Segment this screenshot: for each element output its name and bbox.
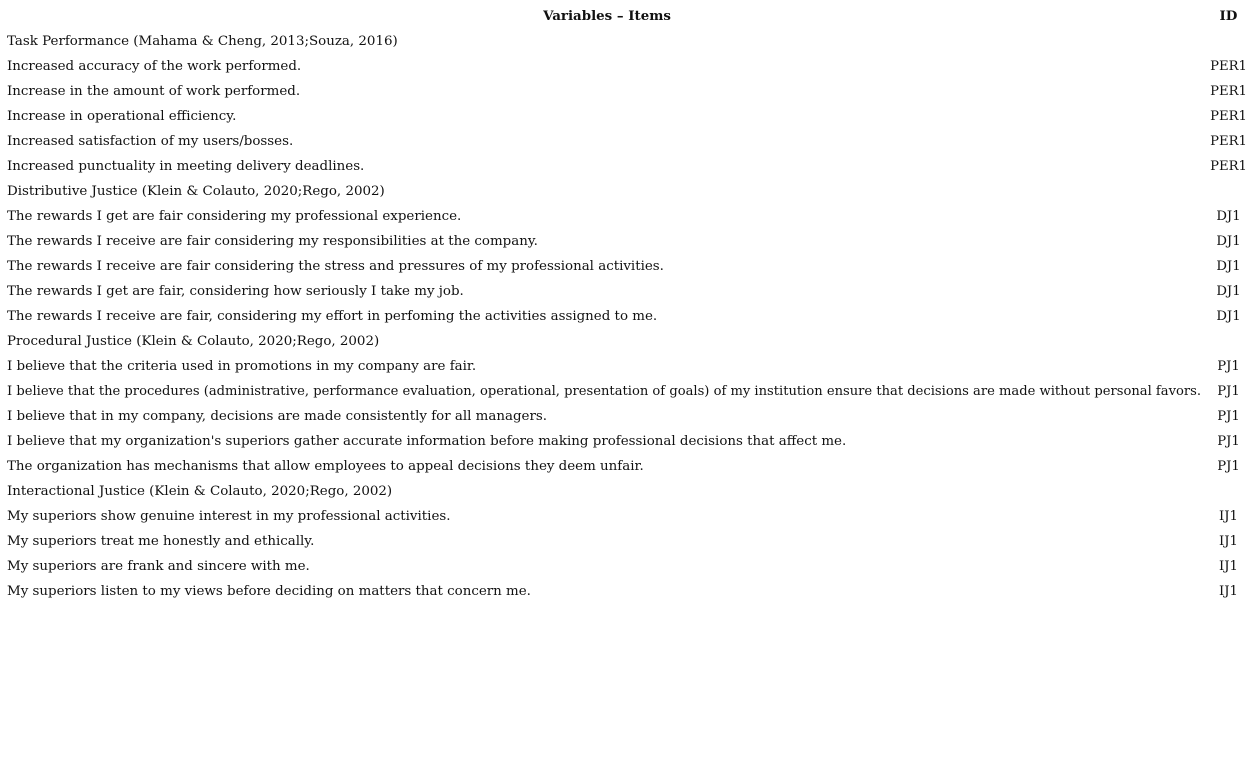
section-row-procedural-justice	[7, 329, 1250, 354]
table-row	[7, 379, 1250, 404]
item-text: I believe that my organization's superiors gather accurate information before making professional decisions that affect me.	[7, 434, 847, 449]
item-text: The rewards I receive are fair considering my responsibilities at the company.	[7, 234, 538, 249]
item-text: My superiors treat me honestly and ethically.	[7, 534, 315, 549]
row-id: DJ1	[1216, 284, 1241, 299]
item-text: Increased satisfaction of my users/bosses.	[7, 134, 294, 149]
row-id: IJ1	[1219, 534, 1238, 549]
item-text: The rewards I get are fair, considering how seriously I take my job.	[7, 284, 464, 299]
table-row	[7, 229, 1250, 254]
row-id: IJ1	[1219, 559, 1238, 574]
item-text: Increase in operational efficiency.	[7, 109, 237, 124]
table-row	[7, 254, 1250, 279]
table-row	[7, 504, 1250, 529]
row-id: IJ1	[1219, 509, 1238, 524]
row-id: PJ1	[1217, 359, 1240, 374]
id-header: ID	[1219, 8, 1238, 24]
row-id: PER1	[1210, 134, 1247, 149]
table-row	[7, 154, 1250, 179]
table-row	[7, 404, 1250, 429]
variables-items-table	[7, 4, 1250, 604]
item-text: My superiors show genuine interest in my professional activities.	[7, 509, 451, 524]
item-text: The rewards I receive are fair, considering my effort in perfoming the activities assigned to me.	[7, 309, 658, 324]
item-text: I believe that the criteria used in promotions in my company are fair.	[7, 359, 477, 374]
variables-items-header: Variables – Items	[543, 8, 671, 24]
table-row	[7, 554, 1250, 579]
variables-items-table-container	[7, 4, 1250, 604]
row-id: DJ1	[1216, 259, 1241, 274]
table-header	[7, 4, 1250, 29]
table-body	[7, 29, 1250, 604]
section-row-interactional-justice	[7, 479, 1250, 504]
item-text: The organization has mechanisms that allow employees to appeal decisions they deem unfair.	[7, 459, 644, 474]
row-id: PER1	[1210, 109, 1247, 124]
row-id: PJ1	[1217, 434, 1240, 449]
table-row	[7, 529, 1250, 554]
row-id: IJ1	[1219, 584, 1238, 599]
header-row	[7, 4, 1250, 29]
row-id: PJ1	[1217, 384, 1240, 399]
row-id	[1207, 29, 1250, 54]
item-text: Increased punctuality in meeting delivery deadlines.	[7, 159, 365, 174]
table-row	[7, 279, 1250, 304]
table-row	[7, 579, 1250, 604]
row-id: DJ1	[1216, 209, 1241, 224]
item-text: The rewards I receive are fair considering the stress and pressures of my professional activities.	[7, 259, 664, 274]
item-text: Increased accuracy of the work performed.	[7, 59, 302, 74]
section-row-task-performance	[7, 29, 1250, 54]
row-id	[1207, 179, 1250, 204]
row-id: PJ1	[1217, 459, 1240, 474]
table-row	[7, 354, 1250, 379]
row-id	[1207, 479, 1250, 504]
table-row	[7, 79, 1250, 104]
item-text: My superiors listen to my views before deciding on matters that concern me.	[7, 584, 531, 599]
item-text: I believe that in my company, decisions are made consistently for all managers.	[7, 409, 547, 424]
row-id: PER1	[1210, 59, 1247, 74]
table-row	[7, 54, 1250, 79]
item-text: The rewards I get are fair considering my professional experience.	[7, 209, 462, 224]
section-row-distributive-justice	[7, 179, 1250, 204]
item-text: Increase in the amount of work performed.	[7, 84, 301, 99]
row-id	[1207, 329, 1250, 354]
table-row	[7, 204, 1250, 229]
table-row	[7, 129, 1250, 154]
row-id: PER1	[1210, 159, 1247, 174]
section-title: Task Performance (Mahama & Cheng, 2013;Souza, 2016)	[7, 34, 398, 49]
table-row	[7, 454, 1250, 479]
row-id: PER1	[1210, 84, 1247, 99]
section-title: Procedural Justice (Klein & Colauto, 2020;Rego, 2002)	[7, 334, 380, 349]
table-row	[7, 104, 1250, 129]
row-id: PJ1	[1217, 409, 1240, 424]
section-title: Distributive Justice (Klein & Colauto, 2020;Rego, 2002)	[7, 184, 385, 199]
table-row	[7, 429, 1250, 454]
table-row	[7, 304, 1250, 329]
item-text: I believe that the procedures (administrative, performance evaluation, operational, presentation of goals) of my institution ensure that decisions are made without personal favors.	[7, 384, 1202, 399]
row-id: DJ1	[1216, 309, 1241, 324]
row-id: DJ1	[1216, 234, 1241, 249]
section-title: Interactional Justice (Klein & Colauto, 2020;Rego, 2002)	[7, 484, 393, 499]
item-text: My superiors are frank and sincere with me.	[7, 559, 310, 574]
